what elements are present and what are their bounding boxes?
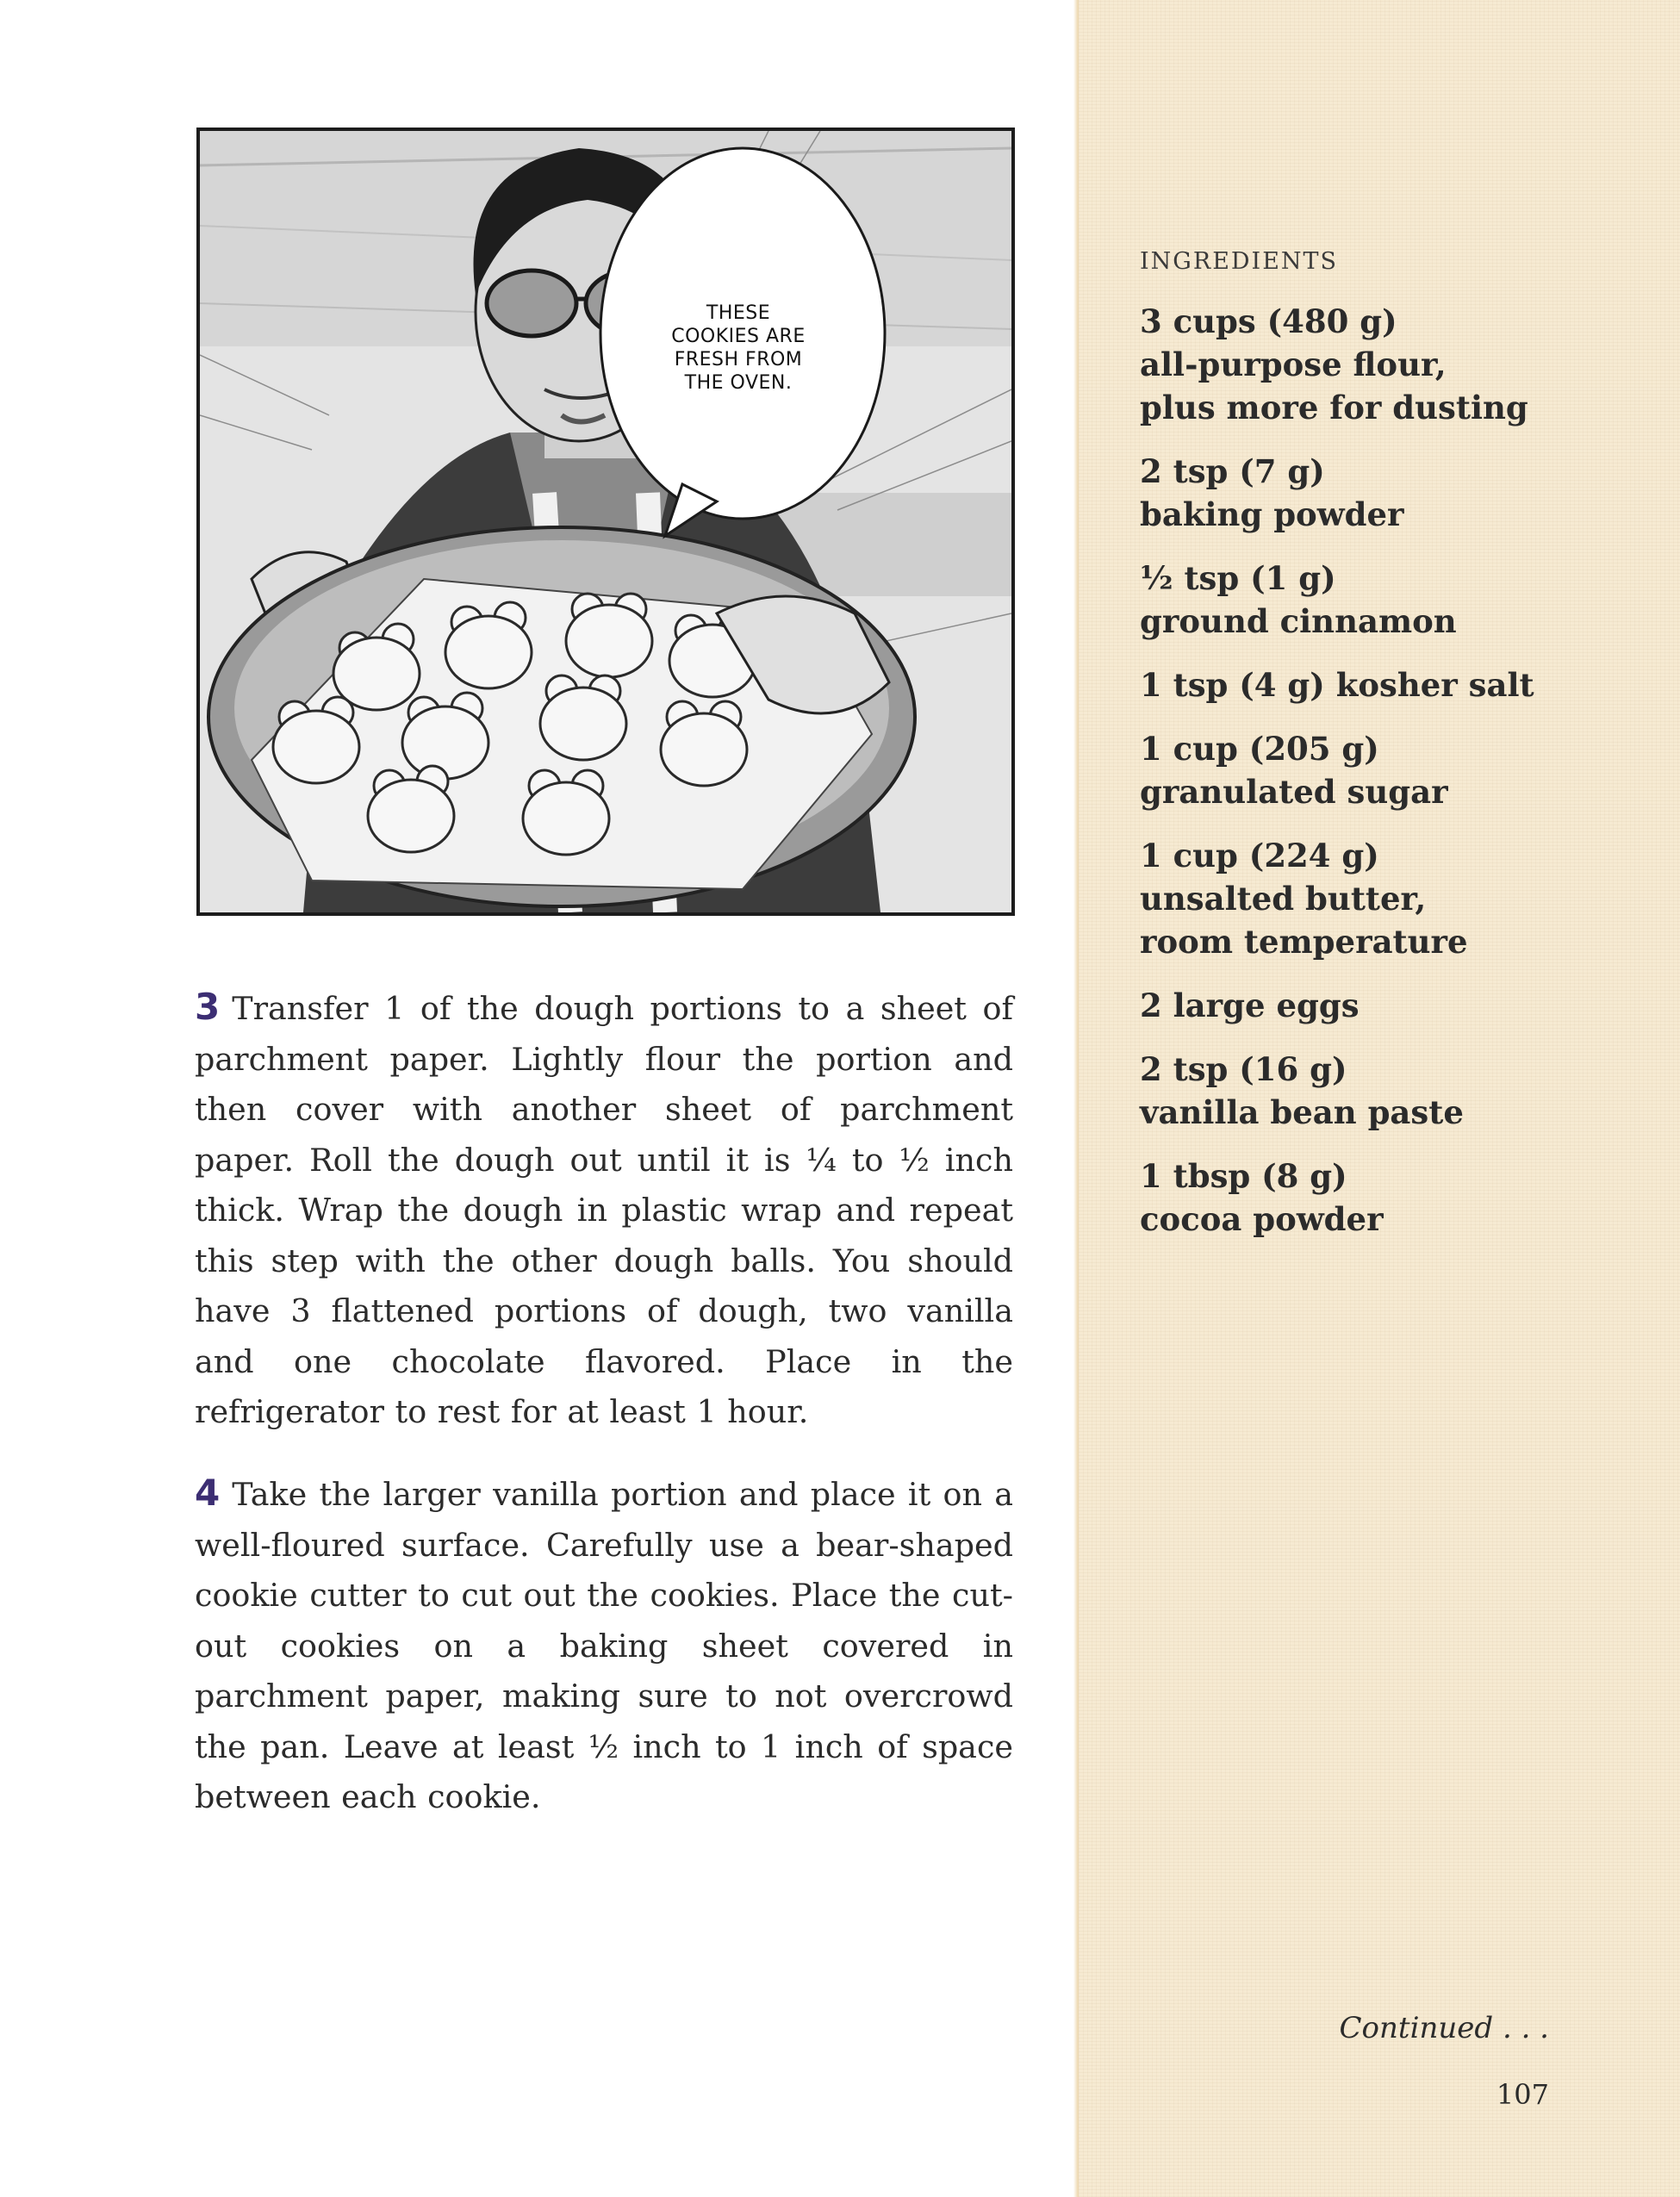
ingredient-item [1140,1155,1622,1241]
step-number: 3 [195,986,221,1028]
ingredient-line: 1 tsp (4 g) kosher salt [1140,666,1534,704]
ingredient-item [1140,727,1622,813]
ingredient-item [1140,450,1622,536]
page-number: 107 [1496,2078,1549,2111]
ingredient-line: plus more for dusting [1140,389,1528,426]
ingredient-line: unsalted butter, [1140,880,1427,918]
ingredient-line: 2 large eggs [1140,986,1360,1024]
continued-label: Continued . . . [1339,2011,1549,2045]
speech-bubble-text: THESE COOKIES ARE FRESH FROM THE OVEN. [671,302,806,394]
step-text: Take the larger vanilla portion and place it on a well-floured surface. Carefully use a bear-shaped cookie cutter to cut out the cookies. Place the cut-out cookies on a baking sheet covered in parchment paper, making sure to not overcrowd the pan. Leave at least ½ inch to 1 inch of space between each cookie. [195,1476,1013,1815]
ingredient-line: 1 cup (205 g) [1140,730,1379,768]
ingredient-line: ground cinnamon [1140,602,1457,640]
ingredient-line: 2 tsp (7 g) [1140,452,1325,490]
ingredient-item [1140,834,1622,963]
ingredient-line: room temperature [1140,923,1468,961]
manga-illustration [196,128,1015,916]
ingredient-item [1140,984,1622,1027]
ingredient-line: granulated sugar [1140,773,1448,811]
ingredient-line: baking powder [1140,495,1404,533]
ingredient-line: vanilla bean paste [1140,1093,1464,1131]
ingredients-list [1140,300,1622,1261]
ingredient-line: all-purpose flour, [1140,345,1447,383]
ingredient-line: 2 tsp (16 g) [1140,1050,1347,1088]
ingredient-line: 3 cups (480 g) [1140,302,1397,340]
ingredient-line: 1 tbsp (8 g) [1140,1157,1347,1195]
step-4 [195,1468,1013,1823]
ingredient-line: cocoa powder [1140,1200,1384,1238]
manga-scene-art [200,131,1011,912]
ingredient-item [1140,1048,1622,1134]
step-text: Transfer 1 of the dough portions to a sheet of parchment paper. Lightly flour the portion and then cover with another sheet of parchment paper. Roll the dough out until it is ¼ to ½ inch thick. Wrap the dough in plastic wrap and repeat this step with the other dough balls. You should have 3 flattened portions of dough, two vanilla and one chocolate flavored. Place in the refrigerator to rest for at least 1 hour. [195,990,1013,1430]
ingredients-heading: INGREDIENTS [1140,248,1339,275]
step-number: 4 [195,1472,221,1514]
ingredient-line: ½ tsp (1 g) [1140,559,1336,597]
step-3 [195,982,1013,1438]
ingredient-line: 1 cup (224 g) [1140,837,1379,874]
ingredient-item [1140,557,1622,643]
ingredient-item [1140,300,1622,429]
ingredient-item [1140,663,1622,706]
